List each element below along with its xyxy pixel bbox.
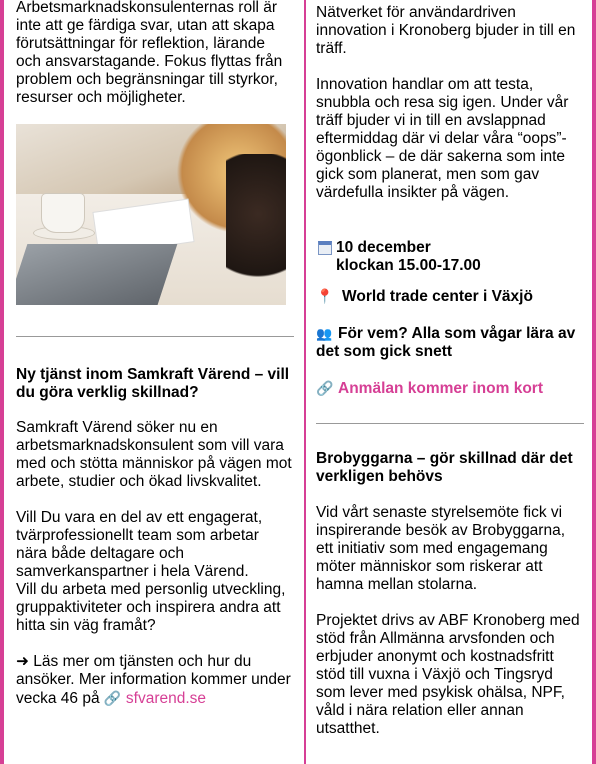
meeting-photo	[16, 124, 286, 305]
article-paragraph: Vill Du vara en del av ett engagerat, tvärprofessionellt team som arbetar nära både deltagare och samverkanspartner i hela Värend.	[16, 509, 263, 580]
article-title: Ny tjänst inom Samkraft Värend – vill du göra verklig skillnad?	[16, 366, 290, 401]
event-audience-text: För vem? Alla som vågar lära av det som gick snett	[316, 325, 576, 360]
intro-paragraph: Nätverket för användardriven innovation i Kronoberg bjuder in till en träff.	[316, 4, 576, 57]
event-registration	[316, 380, 584, 398]
sfvarend-link[interactable]: sfvarend.se	[125, 690, 207, 707]
article-paragraph: Vid vårt senaste styrelsemöte fick vi inspirerande besök av Brobyggarna, ett initiativ som med engagemang möter människor som riskerar att hamna mellan stolarna.	[316, 504, 566, 593]
right-border	[592, 0, 596, 764]
cta-paragraph	[16, 653, 294, 708]
people-icon: 👥	[316, 326, 333, 341]
left-column	[16, 0, 294, 708]
cta-text: ➜ Läs mer om tjänsten och hur du ansöker. Mer information kommer under vecka 46 på	[16, 653, 291, 707]
body-paragraph: Innovation handlar om att testa, snubbla och resa sig igen. Under vår träff bjuder vi in till en avslappnad eftermiddag där vi delar våra “oops”-ögonblick – de där sakerna som inte gick som planerat, men som gav värdefulla insikter på vägen.	[316, 76, 569, 201]
link-icon: 🔗	[103, 690, 122, 706]
right-column	[316, 0, 584, 738]
event-date-text: 10 december	[336, 239, 431, 256]
section-divider	[16, 336, 294, 337]
intro-paragraph: Arbetsmarknadskonsulenternas roll är inte att ge färdiga svar, utan att skapa förutsättningar för reflektion, lärande och ansvarstagande. Fokus flyttas från problem och begränsningar till styrkor, resurser och möjligheter.	[16, 0, 283, 106]
section-divider	[316, 423, 584, 424]
article-paragraph: Projektet drivs av ABF Kronoberg med stöd från Allmänna arvsfonden och erbjuder anonymt och kostnadsfritt stöd till vuxna i Växjö och Tingsryd som lever med psykisk ohälsa, NPF, våld i nära relation eller annan utsatthet.	[316, 612, 580, 737]
event-time-text: klockan 15.00-17.00	[336, 257, 481, 274]
pin-icon: 📍	[316, 288, 334, 304]
article-paragraph: Vill du arbeta med personlig utveckling, gruppaktiviteter och inspirera andra att hitta sin väg framåt?	[16, 581, 286, 634]
registration-link[interactable]: Anmälan kommer inom kort	[338, 380, 543, 397]
event-location-text: World trade center i Växjö	[342, 288, 533, 305]
link-icon: 🔗	[316, 380, 334, 396]
event-date	[316, 239, 584, 275]
article-title: Brobyggarna – gör skillnad där det verkligen behövs	[316, 450, 573, 485]
event-audience	[316, 325, 584, 361]
calendar-icon	[318, 241, 332, 255]
column-divider	[304, 0, 306, 764]
event-location	[316, 288, 584, 306]
left-border	[0, 0, 4, 764]
article-paragraph: Samkraft Värend söker nu en arbetsmarknadskonsulent som vill vara med och stötta människor på vägen mot arbete, studier och ökad livskvalitet.	[16, 419, 292, 490]
